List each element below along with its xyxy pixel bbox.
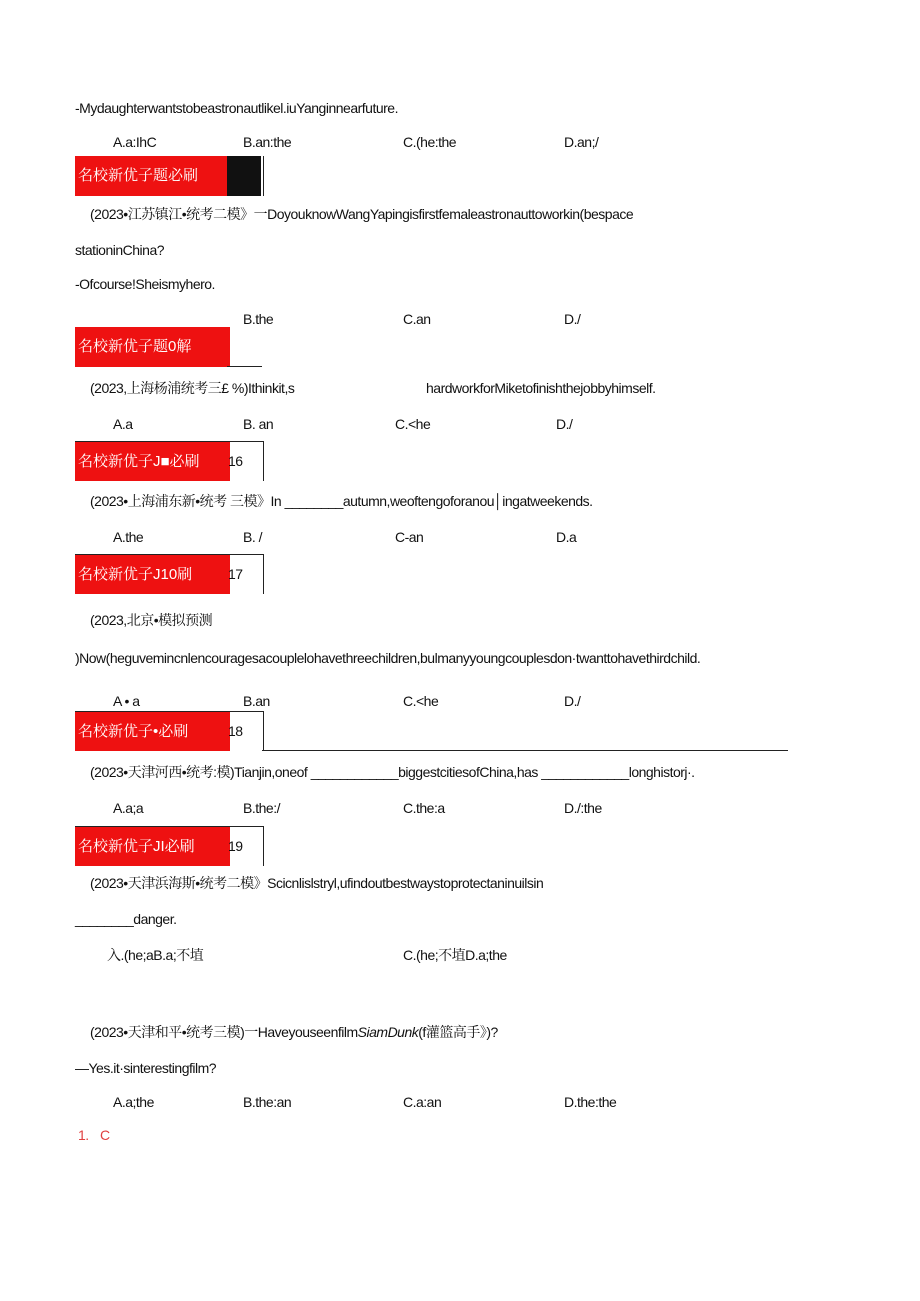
- question-17-line-1: (2023,北京•模拟预测: [90, 612, 213, 628]
- q20-option-d: D.the:the: [564, 1094, 617, 1110]
- banner-label: 名校新优子•必刷: [75, 712, 230, 751]
- q18-option-c: C.the:a: [403, 800, 445, 816]
- q16-option-c: C-an: [395, 529, 424, 545]
- section-banner-5: [75, 711, 264, 751]
- q14-option-b: B.the: [243, 311, 274, 327]
- q15-option-d: D./: [556, 416, 573, 432]
- q13-option-b: B.an:the: [243, 134, 292, 150]
- q13-option-a: A.a:IhC: [113, 134, 157, 150]
- question-15-part-1: (2023,上海杨浦统考三£ %)Ithinkit,s: [90, 380, 295, 396]
- banner-label: 名校新优子JI必刷: [75, 827, 230, 866]
- banner-5-rule: [262, 750, 788, 751]
- banner-label: 名校新优子J10刷: [75, 555, 230, 594]
- question-19-line-2: ________danger.: [75, 911, 177, 927]
- q20-film-title: SiamDunk: [357, 1024, 419, 1040]
- question-17-line-2: )Now(heguvemincnlencouragesacouplelohavethreechildren,bulmanyyoungcouplesdon·twanttohavethirdchild.: [75, 650, 701, 666]
- q16-option-a: A.the: [113, 529, 144, 545]
- banner-number: 19: [228, 838, 243, 854]
- q15-option-c: C.<he: [395, 416, 431, 432]
- q13-option-c: C.(he:the: [403, 134, 457, 150]
- q18-option-b: B.the:/: [243, 800, 280, 816]
- q20-option-b: B.the:an: [243, 1094, 292, 1110]
- q16-option-b: B. /: [243, 529, 263, 545]
- banner-number: 18: [228, 723, 243, 739]
- question-14-line-1: (2023•江苏镇江•统考二模》一DoyouknowWangYapingisfirstfemaleastronauttoworkin(bespace: [90, 206, 634, 222]
- banner-number: 16: [228, 453, 243, 469]
- banner-label: 名校新优子J■必刷: [75, 442, 230, 481]
- q17-option-c: C.<he: [403, 693, 439, 709]
- question-15-part-2: hardworkforMiketofinishthejobbyhimself.: [426, 380, 656, 396]
- question-18-text: (2023•天津河西•统考:模)Tianjin,oneof ____________biggestcitiesofChina,has ____________longhistorj·.: [90, 764, 695, 780]
- banner-label: 名校新优子题必刷: [75, 156, 230, 196]
- q17-option-d: D./: [564, 693, 581, 709]
- q19-option-c-d: C.(he;不埴D.a;the: [403, 947, 507, 963]
- q20-suffix: (f灌篮高手》)?: [418, 1024, 498, 1040]
- banner-number: 17: [228, 566, 243, 582]
- q17-option-a: A • a: [113, 693, 140, 709]
- answer-number: 1.: [78, 1127, 89, 1143]
- q16-option-d: D.a: [556, 529, 577, 545]
- banner-label: 名校新优子题0解: [75, 327, 230, 367]
- q17-option-b: B.an: [243, 693, 270, 709]
- q18-option-d: D./:the: [564, 800, 602, 816]
- q15-option-b: B. an: [243, 416, 274, 432]
- question-20-line-2: —Yes.it·sinterestingfilm?: [75, 1060, 217, 1076]
- section-banner-2: [75, 327, 227, 367]
- section-banner-6: [75, 826, 264, 866]
- question-13-text: -Mydaughterwantstobeastronautlikel.iuYanginnearfuture.: [75, 100, 398, 116]
- q19-option-a-b: 入.(he;aB.a;不埴: [107, 947, 204, 963]
- banner-2-rule: [227, 366, 262, 367]
- question-14-line-2: stationinChina?: [75, 242, 165, 258]
- q20-option-a: A.a;the: [113, 1094, 154, 1110]
- question-14-line-3: -Ofcourse!Sheismyhero.: [75, 276, 215, 292]
- section-banner-4: [75, 554, 264, 594]
- banner-black-block: [227, 156, 261, 196]
- q14-option-d: D./: [564, 311, 581, 327]
- question-19-line-1: (2023•天津浜海斯•统考二模》Scicnlislstryl,ufindoutbestwaystoprotectaninuilsin: [90, 875, 544, 891]
- question-16-text: (2023•上海浦东新•统考 三模》In ________autumn,weoftengoforanou│ingatweekends.: [90, 493, 593, 509]
- section-banner-3: [75, 441, 264, 481]
- q15-option-a: A.a: [113, 416, 133, 432]
- q20-prefix: (2023•天津和平•统考三模)一Haveyouseenfilm: [90, 1024, 358, 1040]
- q18-option-a: A.a;a: [113, 800, 144, 816]
- answer-value: C: [100, 1127, 110, 1143]
- q14-option-c: C.an: [403, 311, 431, 327]
- q13-option-d: D.an;/: [564, 134, 599, 150]
- q20-option-c: C.a:an: [403, 1094, 442, 1110]
- section-banner-1: [75, 156, 264, 196]
- question-20-line-1: [90, 1023, 498, 1041]
